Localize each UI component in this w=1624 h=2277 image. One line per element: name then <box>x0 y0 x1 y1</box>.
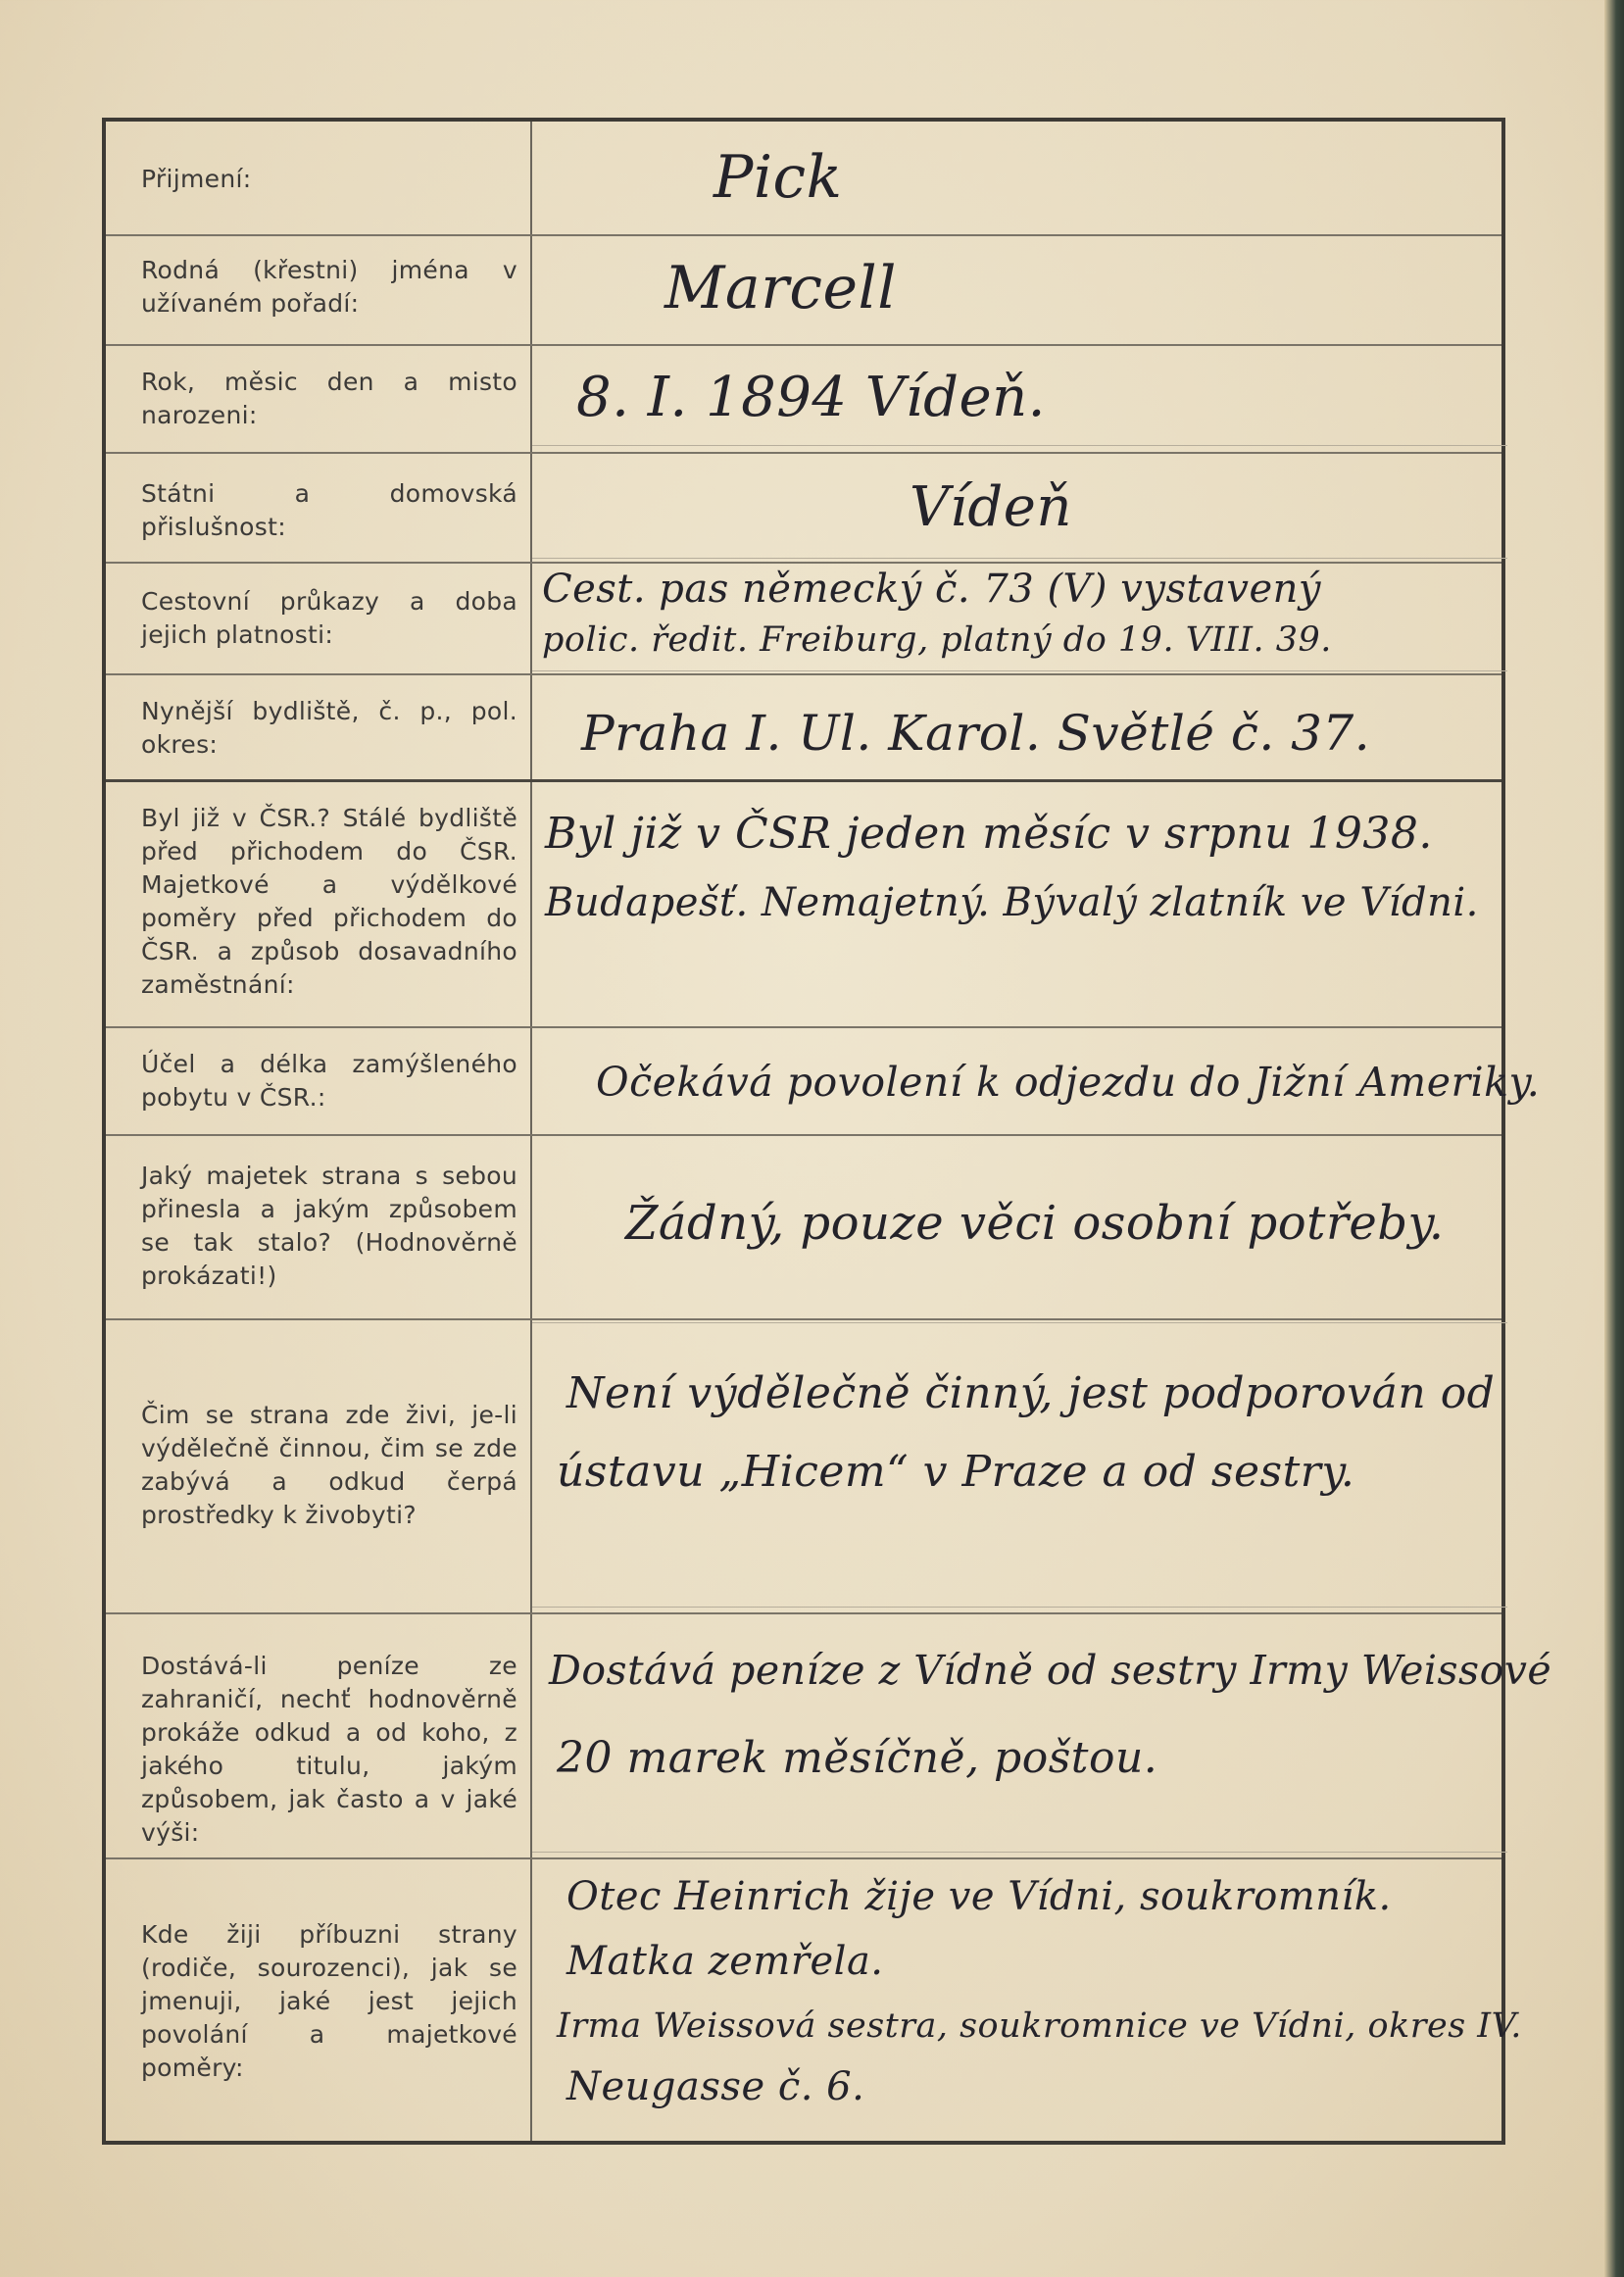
answer-purpose: Očekává povolení k odjezdu do Jižní Ameriky. <box>596 1059 1541 1106</box>
label-relatives: Kde žiji příbuzni strany (rodiče, sourozenci), jak se jmenuji, jaké jest jejich povolání a majetkové poměry: <box>141 1920 517 2082</box>
row-livelihood <box>106 1318 1501 1612</box>
row-surname <box>106 122 1501 234</box>
label-passports: Cestovní průkazy a doba jejich platnosti: <box>141 587 517 649</box>
guide-line <box>532 1607 1507 1608</box>
answer-birth: 8. I. 1894 Vídeň. <box>576 366 1046 429</box>
answer-given-names: Marcell <box>664 254 897 322</box>
answer-relatives-line-4: Neugasse č. 6. <box>566 2064 865 2109</box>
row-purpose <box>106 1026 1541 1134</box>
label-foreign-money: Dostává-li peníze ze zahraničí, nechť hodnověrně prokáže odkud a od koho, z jakého titulu, jakým způsobem, jak často a v jaké výši: <box>141 1652 517 1847</box>
row-residence <box>106 673 1501 779</box>
row-foreign-money <box>106 1612 1552 1857</box>
answer-livelihood-line-2: ústavu „Hicem“ v Praze a od sestry. <box>557 1447 1355 1497</box>
row-previous-stay <box>106 779 1501 1026</box>
label-birth: Rok, měsic den a misto narozeni: <box>141 368 517 429</box>
answer-relatives-line-2: Matka zemřela. <box>566 1939 884 1984</box>
guide-line <box>532 670 1507 671</box>
answer-surname: Pick <box>714 143 843 212</box>
answer-residence: Praha I. Ul. Karol. Světlé č. 37. <box>581 705 1371 762</box>
label-surname: Přijmení: <box>141 165 252 193</box>
guide-line <box>532 445 1507 446</box>
answer-citizenship: Vídeň <box>910 475 1072 539</box>
answer-passports-line-2: polic. ředit. Freiburg, platný do 19. VIII. 39. <box>542 620 1332 660</box>
guide-line <box>532 1322 1507 1323</box>
answer-relatives-line-3: Irma Weissová sestra, soukromnice ve Vídni, okres IV. <box>557 2006 1522 2046</box>
guide-line <box>532 558 1507 559</box>
label-residence: Nynější bydliště, č. p., pol. okres: <box>141 697 517 759</box>
answer-foreign-money-line-2: 20 marek měsíčně, poštou. <box>557 1733 1158 1783</box>
row-property <box>106 1134 1501 1318</box>
guide-line <box>532 1852 1507 1853</box>
label-purpose: Účel a délka zamýšleného pobytu v ČSR.: <box>141 1050 517 1112</box>
row-passports <box>106 562 1501 673</box>
registration-form <box>102 118 1552 2145</box>
row-given-names <box>106 234 1501 344</box>
row-birth <box>106 344 1501 452</box>
answer-relatives-line-1: Otec Heinrich žije ve Vídni, soukromník. <box>566 1874 1392 1919</box>
label-citizenship: Státni a domovská přislušnost: <box>141 479 517 541</box>
label-property: Jaký majetek strana s sebou přinesla a jakým způsobem se tak stalo? (Hodnověrně prokázati!) <box>141 1162 517 1290</box>
answer-livelihood-line-1: Není výdělečně činný, jest podporován od <box>566 1368 1496 1418</box>
answer-property: Žádný, pouze věci osobní potřeby. <box>625 1196 1445 1251</box>
row-relatives <box>106 1857 1522 2145</box>
answer-foreign-money-line-1: Dostává peníze z Vídně od sestry Irmy Weissové <box>549 1647 1552 1694</box>
answer-passports-line-1: Cest. pas německý č. 73 (V) vystavený <box>542 567 1322 612</box>
page-fold-edge <box>1604 0 1624 2277</box>
label-livelihood: Čim se strana zde živi, je-li výdělečně činnou, čim se zde zabývá a odkud čerpá prostředky k živobyti? <box>141 1401 517 1529</box>
label-previous-stay: Byl již v ČSR.? Stálé bydliště před přichodem do ČSR. Majetkové a výdělkové poměry před přichodem do ČSR. a způsob dosavadního zaměstnání: <box>141 804 517 999</box>
label-given-names: Rodná (křestni) jména v užívaném pořadí: <box>141 256 517 318</box>
answer-previous-stay-line-1: Byl již v ČSR jeden měsíc v srpnu 1938. <box>545 809 1433 859</box>
row-citizenship <box>106 452 1501 562</box>
answer-previous-stay-line-2: Budapešť. Nemajetný. Bývalý zlatník ve Vídni. <box>545 880 1479 925</box>
